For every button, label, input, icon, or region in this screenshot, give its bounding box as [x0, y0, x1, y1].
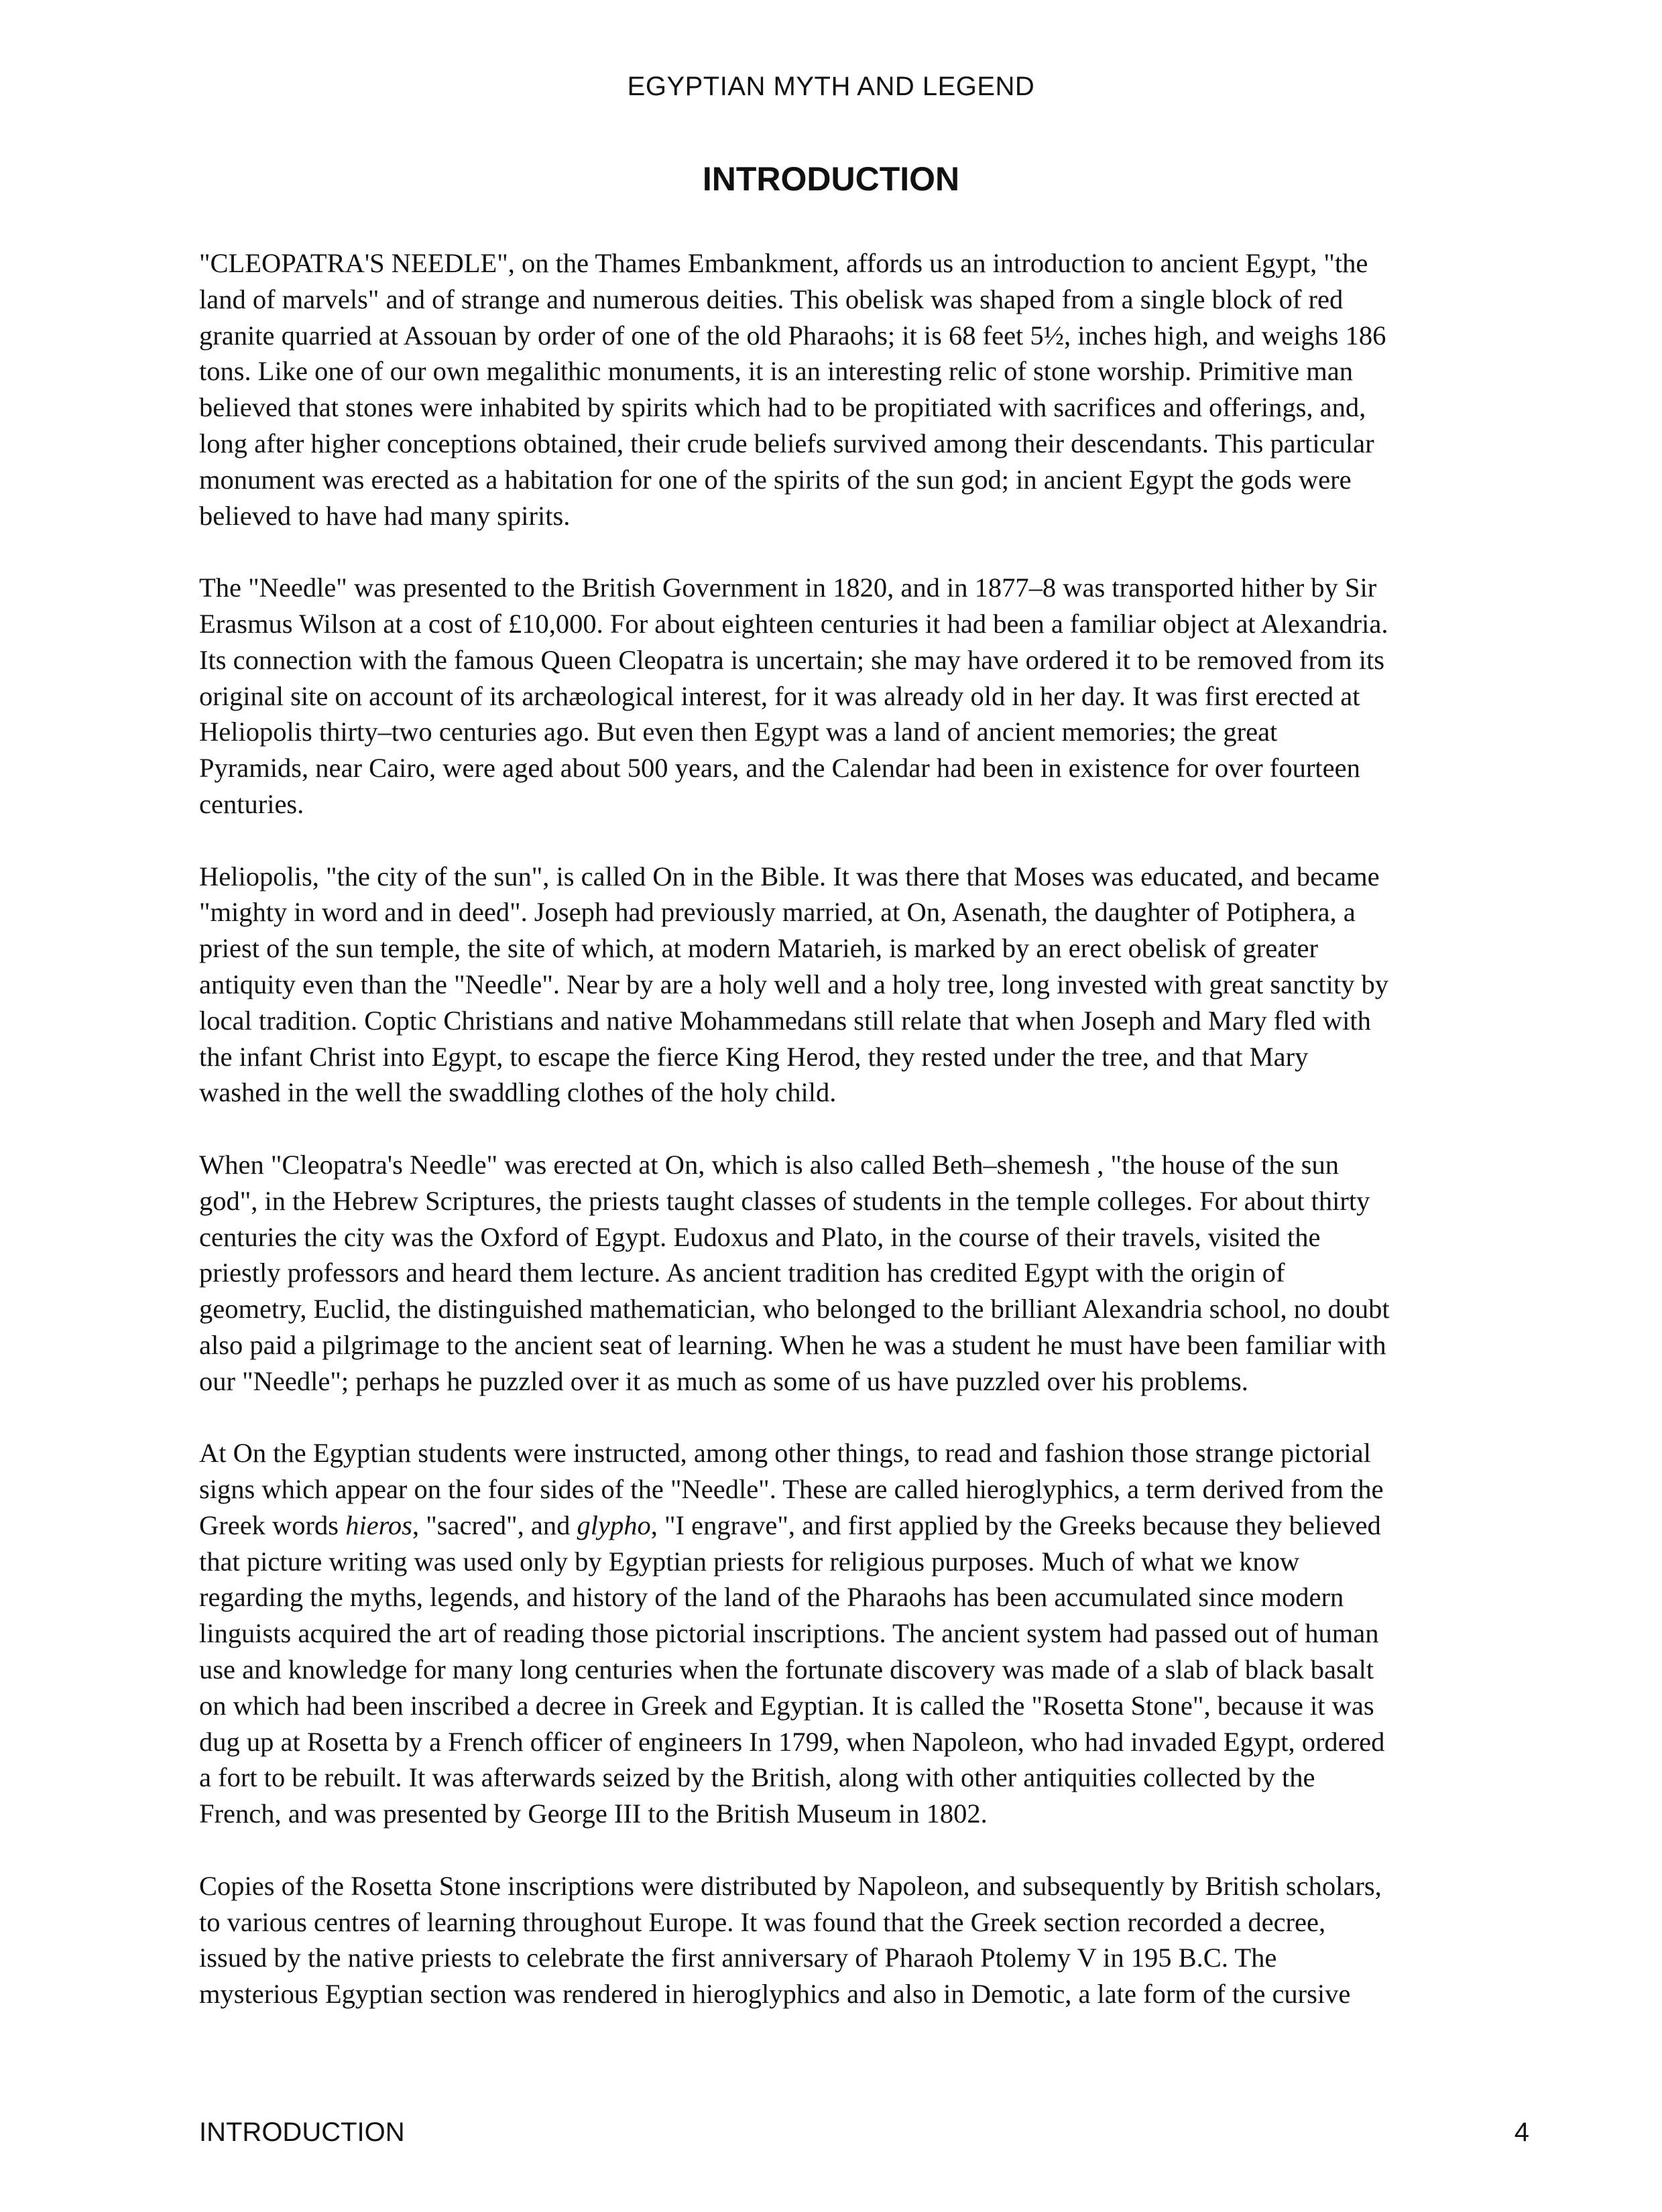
text-line: linguists acquired the art of reading those pictorial inscriptions. The ancient system had passed out of human — [199, 1618, 1379, 1649]
paragraph — [199, 1435, 1520, 1832]
running-header: EGYPTIAN MYTH AND LEGEND — [627, 72, 1035, 101]
text-line: tons. Like one of our own megalithic monuments, it is an interesting relic of stone worship. Primitive man — [199, 356, 1353, 387]
text-line: original site on account of its archæological interest, for it was already old in her day. It was first erected at — [199, 680, 1360, 711]
footer-section-title: INTRODUCTION — [199, 2117, 405, 2147]
text-line: long after higher conceptions obtained, their crude beliefs survived among their descendants. This particular — [199, 428, 1374, 458]
text-line: Its connection with the famous Queen Cleopatra is uncertain; she may have ordered it to be removed from its — [199, 644, 1384, 675]
text-line: granite quarried at Assouan by order of one of the old Pharaohs; it is 68 feet 5½, inches high, and weighs 186 — [199, 320, 1386, 351]
text-line: When "Cleopatra's Needle" was erected at On, which is also called Beth–shemesh , "the house of the sun — [199, 1149, 1340, 1180]
text-line: "CLEOPATRA'S NEEDLE", on the Thames Embankment, affords us an introduction to ancient Egypt, "the — [199, 248, 1368, 278]
text-segment: , "sacred", and — [412, 1510, 577, 1540]
text-line: on which had been inscribed a decree in Greek and Egyptian. It is called the "Rosetta Stone", because it was — [199, 1690, 1374, 1721]
paragraph — [199, 570, 1520, 822]
text-line: washed in the well the swaddling clothes of the holy child. — [199, 1077, 837, 1108]
text-line: Erasmus Wilson at a cost of £10,000. For about eighteen centuries it had been a familiar object at Alexandria. — [199, 608, 1388, 639]
italic-term: glypho — [577, 1510, 651, 1540]
text-line: issued by the native priests to celebrate the first anniversary of Pharaoh Ptolemy V in 195 B.C. The — [199, 1943, 1277, 1973]
text-line: mysterious Egyptian section was rendered in hieroglyphics and also in Demotic, a late form of the cursive — [199, 1979, 1351, 2010]
text-line: to various centres of learning throughout Europe. It was found that the Greek section recorded a decree, — [199, 1906, 1326, 1937]
text-line: priest of the sun temple, the site of which, at modern Matarieh, is marked by an erect obelisk of greater — [199, 933, 1318, 964]
text-line: geometry, Euclid, the distinguished mathematician, who belonged to the brilliant Alexandria school, no doubt — [199, 1294, 1390, 1325]
text-line: At On the Egyptian students were instructed, among other things, to read and fashion those strange pictorial — [199, 1438, 1371, 1469]
italic-term: hieros — [345, 1510, 412, 1540]
text-line: French, and was presented by George III to the British Museum in 1802. — [199, 1798, 988, 1829]
text-segment: , "I engrave", and first applied by the Greeks because they believed — [650, 1510, 1381, 1540]
text-line: Pyramids, near Cairo, were aged about 500 years, and the Calendar had been in existence for over fourteen — [199, 753, 1360, 784]
text-line: centuries the city was the Oxford of Egypt. Eudoxus and Plato, in the course of their travels, visited the — [199, 1221, 1321, 1252]
text-line: monument was erected as a habitation for one of the spirits of the sun god; in ancient Egypt the gods were — [199, 464, 1352, 495]
text-line: our "Needle"; perhaps he puzzled over it as much as some of us have puzzled over his problems. — [199, 1365, 1248, 1396]
text-line: god", in the Hebrew Scriptures, the priests taught classes of students in the temple colleges. For about thirty — [199, 1185, 1370, 1216]
text-line: dug up at Rosetta by a French officer of engineers In 1799, when Napoleon, who had invaded Egypt, ordered — [199, 1726, 1385, 1757]
paragraph — [199, 859, 1520, 1111]
text-line: use and knowledge for many long centuries when the fortunate discovery was made of a slab of black basalt — [199, 1654, 1374, 1685]
text-line: land of marvels" and of strange and numerous deities. This obelisk was shaped from a single block of red — [199, 284, 1344, 314]
paragraph — [199, 1868, 1520, 2012]
text-line: that picture writing was used only by Egyptian priests for religious purposes. Much of what we know — [199, 1546, 1300, 1577]
text-line: antiquity even than the "Needle". Near by are a holy well and a holy tree, long invested with great sanctity by — [199, 969, 1388, 999]
text-line: centuries. — [199, 788, 304, 819]
text-line: Copies of the Rosetta Stone inscriptions were distributed by Napoleon, and subsequently by British scholars, — [199, 1870, 1382, 1901]
text-line: "mighty in word and in deed". Joseph had previously married, at On, Asenath, the daughter of Potiphera, a — [199, 897, 1356, 928]
text-line: Heliopolis, "the city of the sun", is called On in the Bible. It was there that Moses was educated, and became — [199, 861, 1380, 892]
paragraph — [199, 245, 1520, 534]
page-number: 4 — [1514, 2117, 1529, 2147]
text-segment: Greek words — [199, 1510, 346, 1540]
text-line: a fort to be rebuilt. It was afterwards seized by the British, along with other antiquities collected by the — [199, 1762, 1315, 1793]
body-text — [199, 245, 1520, 2048]
text-line: The "Needle" was presented to the British Government in 1820, and in 1877–8 was transported hither by Sir — [199, 572, 1377, 603]
text-line: regarding the myths, legends, and history of the land of the Pharaohs has been accumulated since modern — [199, 1582, 1344, 1613]
text-line: the infant Christ into Egypt, to escape the fierce King Herod, they rested under the tree, and that Mary — [199, 1041, 1309, 1072]
chapter-title: INTRODUCTION — [702, 160, 960, 198]
text-line: priestly professors and heard them lecture. As ancient tradition has credited Egypt with the origin of — [199, 1257, 1285, 1288]
paragraph — [199, 1147, 1520, 1400]
text-line: also paid a pilgrimage to the ancient seat of learning. When he was a student he must have been familiar with — [199, 1329, 1386, 1360]
text-line: signs which appear on the four sides of the "Needle". These are called hieroglyphics, a term derived from the — [199, 1474, 1384, 1505]
text-line-with-italics — [199, 1508, 1520, 1544]
text-line: believed that stones were inhabited by spirits which had to be propitiated with sacrifices and offerings, and, — [199, 392, 1366, 423]
text-line: Heliopolis thirty–two centuries ago. But even then Egypt was a land of ancient memories; the great — [199, 717, 1278, 747]
text-line: local tradition. Coptic Christians and native Mohammedans still relate that when Joseph and Mary fled with — [199, 1005, 1371, 1036]
text-line: believed to have had many spirits. — [199, 500, 571, 531]
